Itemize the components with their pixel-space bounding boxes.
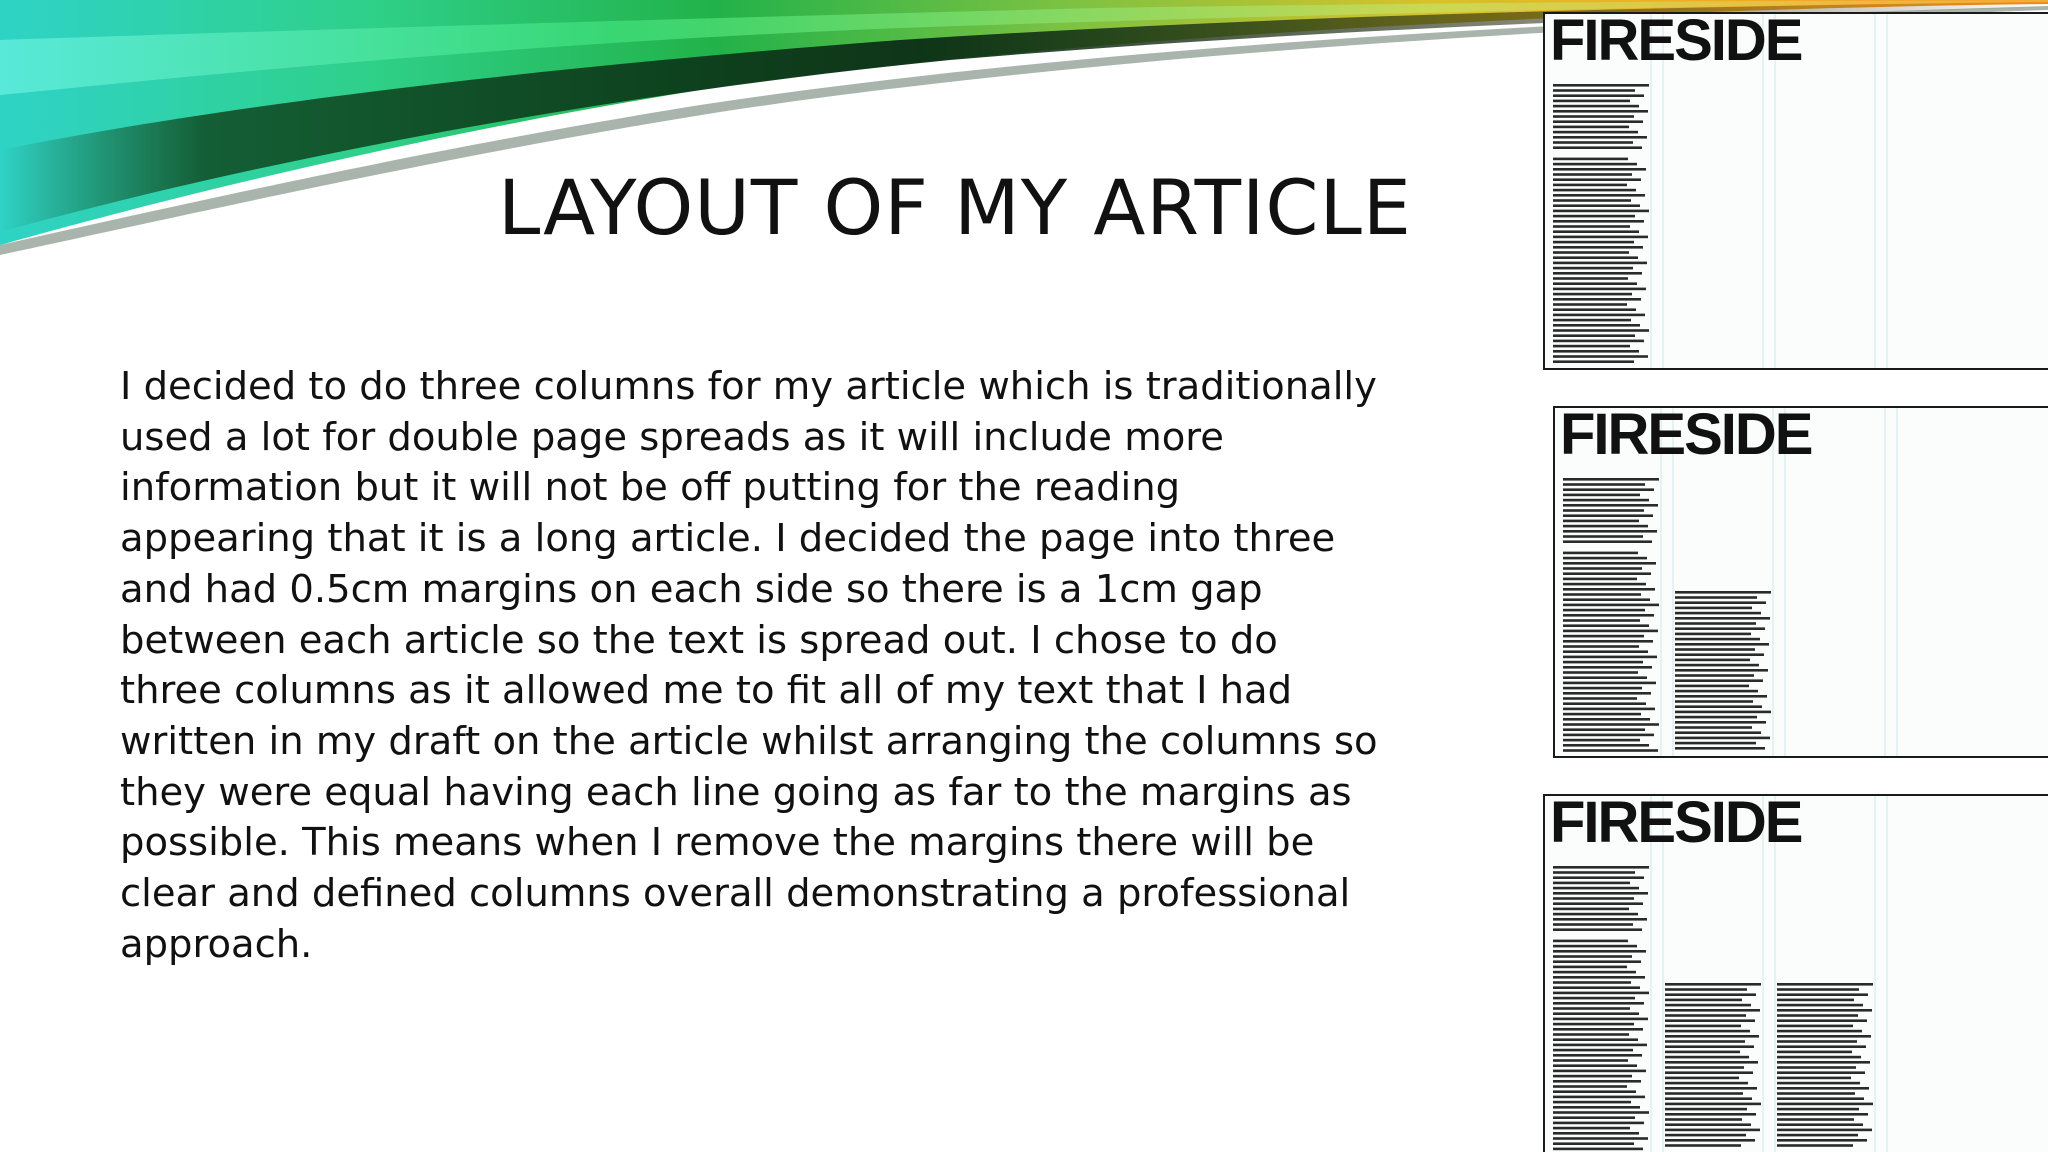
- greeked-text-line: [1563, 619, 1640, 622]
- greeked-text-line: [1553, 866, 1649, 869]
- greeked-text-line: [1553, 1033, 1629, 1036]
- greeked-text-line: [1563, 609, 1645, 612]
- greeked-text-line: [1777, 1004, 1863, 1007]
- greeked-text-line: [1553, 1101, 1631, 1104]
- greeked-text-line: [1553, 1080, 1641, 1083]
- greeked-text-line: [1563, 604, 1659, 607]
- greeked-text-line: [1553, 871, 1635, 874]
- masthead-title: FIRESIDE: [1560, 406, 1812, 467]
- greeked-text-line: [1665, 1139, 1755, 1142]
- greeked-text-line: [1553, 1122, 1644, 1125]
- greeked-text-line: [1563, 650, 1648, 653]
- greeked-text-line: [1563, 682, 1656, 685]
- greeked-text-line: [1553, 908, 1629, 911]
- greeked-text-line: [1553, 1018, 1648, 1021]
- greeked-text-line: [1553, 241, 1634, 244]
- greeked-text-line: [1553, 1142, 1634, 1145]
- greeked-text-line: [1563, 702, 1646, 705]
- masthead-title: FIRESIDE: [1550, 794, 1802, 855]
- greeked-text-line: [1553, 960, 1641, 963]
- greeked-text-line: [1777, 1103, 1873, 1106]
- greeked-text-line: [1553, 199, 1631, 202]
- greeked-text-line: [1777, 983, 1873, 986]
- greeked-text-line: [1553, 256, 1638, 259]
- greeked-text-line: [1777, 1097, 1864, 1100]
- greeked-text-line: [1665, 1134, 1746, 1137]
- article-thumbnail-two-columns: [1553, 406, 2048, 758]
- greeked-text-line: [1675, 596, 1757, 599]
- greeked-text-line: [1563, 624, 1649, 627]
- greeked-text-line: [1675, 700, 1753, 703]
- greeked-text-line: [1777, 1061, 1870, 1064]
- greeked-text-line: [1665, 1123, 1751, 1126]
- greeked-text-line: [1563, 488, 1654, 491]
- greeked-text-line: [1777, 1092, 1855, 1095]
- greeked-text-line: [1777, 993, 1868, 996]
- greeked-text-line: [1563, 734, 1654, 737]
- greeked-text-line: [1563, 514, 1653, 517]
- greeked-text-line: [1553, 314, 1645, 317]
- greeked-text-line: [1553, 981, 1631, 984]
- article-thumbnail-three-columns: [1543, 794, 2048, 1152]
- greeked-text-line: [1675, 612, 1761, 615]
- greeked-text-line: [1563, 557, 1647, 560]
- greeked-text-line: [1675, 591, 1771, 594]
- greeked-text-line: [1563, 578, 1637, 581]
- greeked-text-line: [1665, 1035, 1759, 1038]
- greeked-text-line: [1553, 267, 1633, 270]
- greeked-text-line: [1553, 110, 1648, 113]
- greeked-text-line: [1675, 674, 1754, 677]
- greeked-text-line: [1553, 215, 1635, 218]
- greeked-text-line: [1665, 1129, 1760, 1132]
- greeked-text-line: [1553, 236, 1648, 239]
- greeked-text-line: [1553, 923, 1633, 926]
- greeked-text-line: [1665, 1103, 1761, 1106]
- greeked-text-line: [1665, 1061, 1758, 1064]
- greeked-text-line: [1675, 638, 1760, 641]
- article-thumbnail-one-column: [1543, 12, 2048, 370]
- slide-title: LAYOUT OF MY ARTICLE: [498, 163, 1412, 252]
- greeked-text-line: [1563, 661, 1643, 664]
- greeked-text-line: [1665, 1092, 1743, 1095]
- greeked-text-line: [1553, 913, 1638, 916]
- greeked-text-line: [1563, 499, 1649, 502]
- greeked-text-line: [1553, 966, 1627, 969]
- greeked-text-line: [1675, 643, 1769, 646]
- greeked-text-line: [1563, 692, 1651, 695]
- greeked-text-line: [1553, 220, 1644, 223]
- greeked-text-line: [1563, 666, 1652, 669]
- greeked-text-line: [1553, 329, 1649, 332]
- greeked-text-line: [1563, 697, 1637, 700]
- greeked-text-line: [1777, 1066, 1856, 1069]
- greeked-text-line: [1553, 887, 1639, 890]
- greeked-text-line: [1777, 1087, 1869, 1090]
- greeked-text-line: [1675, 695, 1767, 698]
- greeked-text-line: [1563, 530, 1657, 533]
- greeked-text-line: [1553, 225, 1630, 228]
- greeked-text-line: [1665, 1056, 1749, 1059]
- greeked-text-line: [1665, 988, 1747, 991]
- greeked-text-line: [1553, 1038, 1638, 1041]
- greeked-text-line: [1553, 1012, 1639, 1015]
- greeked-text-line: [1675, 747, 1765, 750]
- greeked-text-line: [1553, 120, 1643, 123]
- greeked-text-line: [1553, 251, 1629, 254]
- greeked-text-line: [1553, 940, 1628, 943]
- greeked-text-line: [1563, 687, 1642, 690]
- greeked-text-line: [1675, 726, 1752, 729]
- greeked-text-line: [1553, 1023, 1634, 1026]
- greeked-text-line: [1777, 1014, 1858, 1017]
- greeked-text-line: [1777, 1123, 1863, 1126]
- greeked-text-line: [1563, 630, 1658, 633]
- greeked-text-line: [1777, 988, 1859, 991]
- greeked-text-line: [1665, 1144, 1741, 1147]
- greeked-text-line: [1553, 1002, 1644, 1005]
- greeked-text-line: [1675, 601, 1766, 604]
- greeked-text-line: [1777, 1035, 1871, 1038]
- greeked-text-line: [1563, 713, 1641, 716]
- greeked-text-line: [1553, 340, 1644, 343]
- greeked-text-line: [1563, 509, 1644, 512]
- greeked-text-line: [1553, 210, 1649, 213]
- greeked-text-line: [1665, 1051, 1740, 1054]
- greeked-text-line: [1553, 272, 1642, 275]
- greeked-text-line: [1563, 728, 1645, 731]
- slide-body-text: I decided to do three columns for my article which is traditionally used a lot for double page spreads as it will include more information but it will not be off putting for the reading appearing that it is a long article. I decided the page into three and had 0.5cm margins on each side so there is a 1cm gap between each article so the text is spread out. I chose to do three columns as it allowed me to fit all of my text that I had written in my draft on the article whilst arranging the columns so they were equal having each line going as far to the margins as possible. This means when I remove the margins there will be clear and defined columns overall demonstrating a professional approach.: [120, 364, 1378, 967]
- greeked-text-line: [1553, 84, 1649, 87]
- greeked-text-line: [1553, 360, 1634, 363]
- greeked-text-line: [1553, 355, 1648, 358]
- greeked-text-line: [1675, 716, 1757, 719]
- greeked-text-line: [1563, 535, 1643, 538]
- greeked-text-line: [1553, 1064, 1637, 1067]
- greeked-text-line: [1563, 640, 1653, 643]
- greeked-text-line: [1553, 992, 1649, 995]
- greeked-text-line: [1675, 679, 1763, 682]
- greeked-text-line: [1553, 1049, 1633, 1052]
- greeked-text-line: [1675, 737, 1770, 740]
- greeked-text-line: [1553, 986, 1640, 989]
- greeked-text-line: [1553, 324, 1640, 327]
- greeked-text-line: [1665, 1097, 1752, 1100]
- greeked-text-line: [1553, 131, 1638, 134]
- greeked-text-line: [1563, 572, 1651, 575]
- greeked-text-line: [1675, 721, 1766, 724]
- greeked-text-line: [1553, 350, 1639, 353]
- greeked-text-line: [1777, 1144, 1853, 1147]
- greeked-text-line: [1777, 999, 1854, 1002]
- greeked-text-line: [1553, 204, 1640, 207]
- greeked-text-line: [1553, 298, 1641, 301]
- greeked-text-line: [1553, 976, 1645, 979]
- greeked-text-line: [1553, 1054, 1642, 1057]
- greeked-text-line: [1777, 1139, 1867, 1142]
- greeked-text-line: [1777, 1030, 1862, 1033]
- greeked-text-line: [1553, 1059, 1628, 1062]
- masthead-title: FIRESIDE: [1550, 12, 1802, 73]
- greeked-text-line: [1553, 1137, 1648, 1140]
- greeked-text-line: [1553, 1007, 1630, 1010]
- greeked-text-line: [1563, 562, 1656, 565]
- greeked-text-line: [1563, 645, 1639, 648]
- greeked-text-line: [1777, 1019, 1867, 1022]
- greeked-text-line: [1553, 1085, 1627, 1088]
- greeked-text-line: [1675, 648, 1755, 651]
- greeked-text-line: [1675, 685, 1749, 688]
- greeked-text-line: [1553, 100, 1630, 103]
- greeked-text-line: [1665, 999, 1742, 1002]
- greeked-text-line: [1553, 892, 1648, 895]
- greeked-text-line: [1563, 723, 1659, 726]
- greeked-text-line: [1675, 607, 1752, 610]
- greeked-text-line: [1665, 1077, 1739, 1080]
- greeked-text-line: [1675, 627, 1765, 630]
- greeked-text-line: [1553, 94, 1644, 97]
- greeked-text-line: [1675, 711, 1771, 714]
- greeked-text-line: [1563, 598, 1650, 601]
- greeked-text-line: [1553, 141, 1633, 144]
- greeked-text-line: [1553, 334, 1635, 337]
- greeked-text-line: [1675, 659, 1750, 662]
- greeked-text-line: [1563, 494, 1640, 497]
- greeked-text-line: [1563, 671, 1638, 674]
- greeked-text-line: [1553, 1070, 1646, 1073]
- greeked-text-line: [1665, 1108, 1747, 1111]
- greeked-text-line: [1553, 89, 1635, 92]
- greeked-text-line: [1665, 1045, 1754, 1048]
- greeked-text-line: [1675, 622, 1756, 625]
- greeked-text-line: [1563, 744, 1649, 747]
- greeked-text-line: [1777, 1113, 1868, 1116]
- greeked-text-line: [1665, 1071, 1753, 1074]
- greeked-text-line: [1553, 293, 1632, 296]
- greeked-text-line: [1553, 230, 1639, 233]
- greeked-text-line: [1563, 739, 1640, 742]
- greeked-text-line: [1553, 194, 1645, 197]
- greeked-text-line: [1675, 690, 1758, 693]
- greeked-text-line: [1553, 928, 1642, 931]
- greeked-text-line: [1563, 478, 1659, 481]
- greeked-text-line: [1665, 1025, 1741, 1028]
- greeked-text-line: [1563, 483, 1645, 486]
- greeked-text-line: [1675, 705, 1762, 708]
- greeked-text-line: [1553, 918, 1647, 921]
- greeked-text-line: [1553, 950, 1646, 953]
- greeked-text-line: [1563, 708, 1655, 711]
- greeked-text-line: [1553, 1096, 1645, 1099]
- greeked-text-line: [1553, 955, 1632, 958]
- greeked-text-line: [1553, 945, 1637, 948]
- greeked-text-line: [1553, 262, 1647, 265]
- greeked-text-line: [1553, 288, 1646, 291]
- greeked-text-line: [1553, 1132, 1639, 1135]
- greeked-text-line: [1675, 742, 1756, 745]
- greeked-text-line: [1777, 1071, 1865, 1074]
- greeked-text-line: [1553, 184, 1627, 187]
- greeked-text-line: [1777, 1056, 1861, 1059]
- greeked-text-line: [1665, 1004, 1751, 1007]
- greeked-text-line: [1553, 882, 1630, 885]
- greeked-text-line: [1553, 876, 1644, 879]
- greeked-text-line: [1563, 749, 1658, 752]
- greeked-text-line: [1553, 1090, 1636, 1093]
- greeked-text-line: [1553, 173, 1632, 176]
- greeked-text-line: [1665, 983, 1761, 986]
- greeked-text-line: [1665, 1014, 1746, 1017]
- greeked-text-line: [1553, 971, 1636, 974]
- greeked-text-line: [1563, 718, 1650, 721]
- greeked-text-line: [1777, 1134, 1858, 1137]
- greeked-text-line: [1553, 163, 1637, 166]
- greeked-text-line: [1777, 1082, 1860, 1085]
- greeked-text-line: [1675, 653, 1764, 656]
- greeked-text-line: [1563, 614, 1654, 617]
- greeked-text-line: [1553, 146, 1642, 149]
- greeked-text-line: [1553, 308, 1636, 311]
- greeked-text-line: [1553, 115, 1634, 118]
- greeked-text-line: [1675, 669, 1768, 672]
- greeked-text-line: [1777, 1051, 1852, 1054]
- greeked-text-line: [1553, 168, 1646, 171]
- greeked-text-line: [1563, 567, 1642, 570]
- greeked-text-line: [1553, 105, 1639, 108]
- greeked-text-line: [1777, 1108, 1859, 1111]
- greeked-text-line: [1777, 1025, 1853, 1028]
- greeked-text-line: [1553, 1127, 1630, 1130]
- greeked-text-line: [1553, 345, 1630, 348]
- greeked-text-line: [1553, 178, 1641, 181]
- greeked-text-line: [1553, 246, 1643, 249]
- greeked-text-line: [1553, 997, 1635, 1000]
- greeked-text-line: [1665, 1087, 1757, 1090]
- greeked-text-line: [1553, 1111, 1649, 1114]
- greeked-text-line: [1563, 593, 1641, 596]
- greeked-text-line: [1675, 731, 1761, 734]
- greeked-text-line: [1563, 583, 1646, 586]
- greeked-text-line: [1553, 1106, 1640, 1109]
- greeked-text-line: [1563, 525, 1648, 528]
- greeked-text-line: [1553, 282, 1637, 285]
- greeked-text-line: [1553, 303, 1627, 306]
- greeked-text-line: [1777, 1045, 1866, 1048]
- greeked-text-line: [1665, 1082, 1748, 1085]
- greeked-text-line: [1777, 1077, 1851, 1080]
- greeked-text-line: [1777, 1129, 1872, 1132]
- greeked-text-line: [1777, 1009, 1872, 1012]
- greeked-text-line: [1553, 1148, 1643, 1151]
- greeked-text-line: [1553, 1116, 1635, 1119]
- greeked-text-line: [1777, 1040, 1857, 1043]
- greeked-text-line: [1665, 1113, 1756, 1116]
- greeked-text-line: [1553, 189, 1636, 192]
- greeked-text-line: [1563, 520, 1639, 523]
- greeked-text-line: [1665, 1066, 1744, 1069]
- greeked-text-line: [1553, 1044, 1647, 1047]
- greeked-text-line: [1665, 1040, 1745, 1043]
- greeked-text-line: [1563, 676, 1647, 679]
- greeked-text-line: [1553, 277, 1628, 280]
- greeked-text-line: [1553, 319, 1631, 322]
- greeked-text-line: [1675, 617, 1770, 620]
- greeked-text-line: [1553, 902, 1643, 905]
- greeked-text-line: [1665, 1009, 1760, 1012]
- greeked-text-line: [1553, 158, 1628, 161]
- greeked-text-line: [1665, 993, 1756, 996]
- greeked-text-line: [1553, 897, 1634, 900]
- greeked-text-line: [1563, 656, 1657, 659]
- greeked-text-line: [1665, 1030, 1750, 1033]
- greeked-text-line: [1553, 1028, 1643, 1031]
- greeked-text-line: [1563, 588, 1655, 591]
- greeked-text-line: [1553, 126, 1629, 129]
- greeked-text-line: [1665, 1019, 1755, 1022]
- greeked-text-line: [1563, 635, 1644, 638]
- greeked-text-line: [1675, 633, 1751, 636]
- greeked-text-line: [1675, 664, 1759, 667]
- greeked-text-line: [1665, 1118, 1742, 1121]
- greeked-text-line: [1777, 1118, 1854, 1121]
- greeked-text-line: [1553, 1075, 1632, 1078]
- greeked-text-line: [1563, 504, 1658, 507]
- greeked-text-line: [1563, 552, 1638, 555]
- greeked-text-line: [1553, 136, 1647, 139]
- greeked-text-line: [1563, 540, 1652, 543]
